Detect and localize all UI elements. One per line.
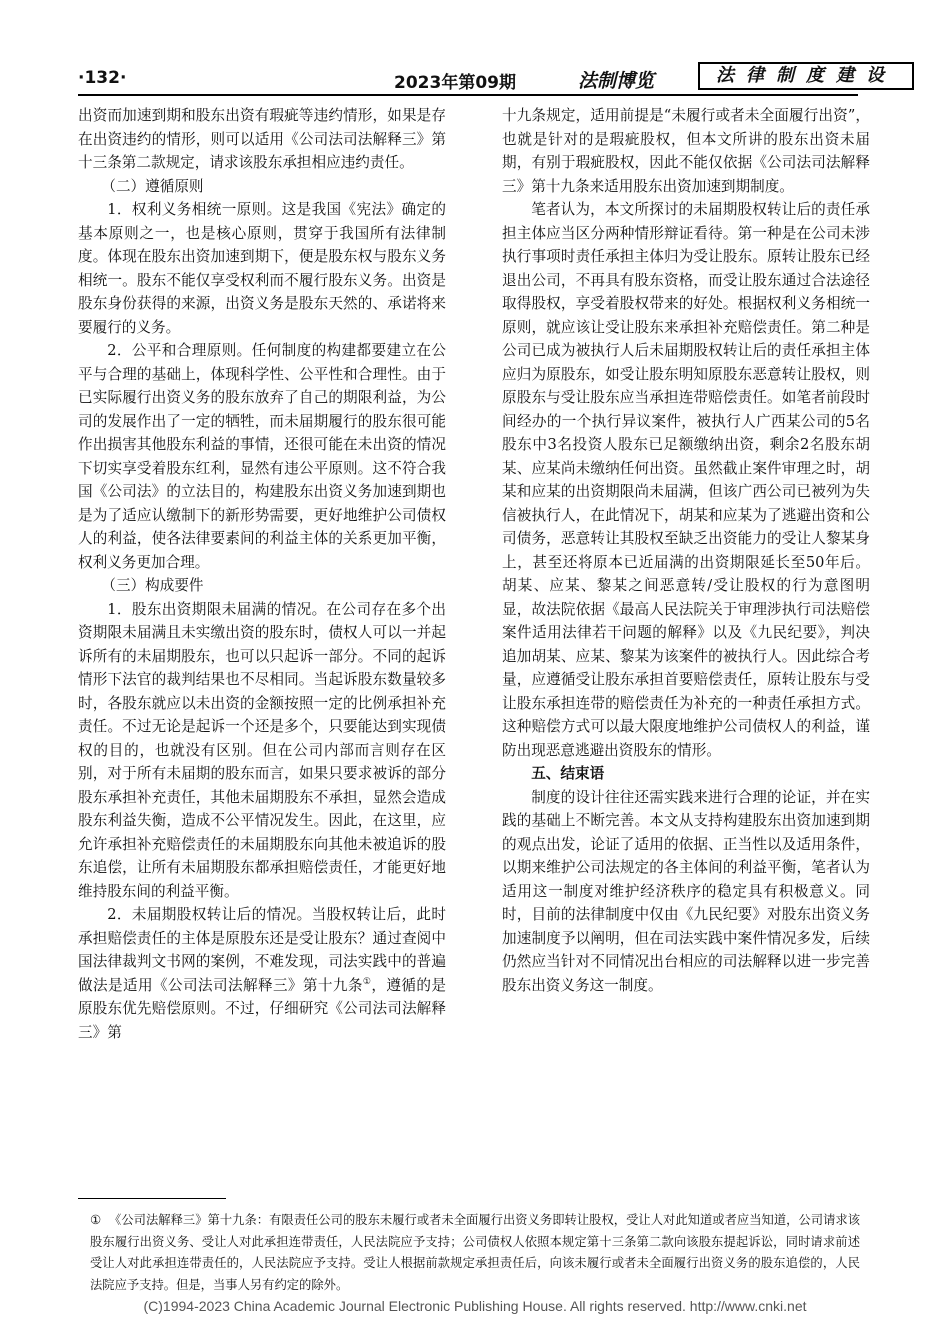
paragraph: 1．权利义务相统一原则。这是我国《宪法》确定的基本原则之一，也是核心原则，贯穿于我国所有法律制度。体现在股东出资加速到期下，便是股东权与股东义务相统一。股东不能仅享受权利而不履行股东义务。出资是股东身份获得的来源，出资义务是股东天然的、承诺将来要履行的义务。 [78,201,446,336]
footnote-text: 《公司法解释三》第十九条：有限责任公司的股东未履行或者未全面履行出资义务即转让股权，受让人对此知道或者应当知道，公司请求该股东履行出资义务、受让人对此承担连带责任，人民法院应予支持；公司债权人依照本规定第十三条第二款向该股东提起诉讼，同时请求前述受让人对此承担连带责任的，人民法院应予支持。受让人根据前款规定承担责任后，向该未履行或者未全面履行出资义务的股东追偿的，人民法院应予支持。但是，当事人另有约定的除外。 [90,1213,860,1292]
footnote-ref[interactable]: ① [362,976,372,987]
footnote [90,1210,860,1296]
issue-label: 2023年第09期 [394,73,516,93]
paragraph: 出资而加速到期和股东出资有瑕疵等违约情形，如果是存在出资违约的情形，则可以适用《公司法司法解释三》第十三条第二款规定，请求该股东承担相应违约责任。 [78,107,446,171]
paragraph: 2．公平和合理原则。任何制度的构建都要建立在公平与合理的基础上，体现科学性、公平性和合理性。由于已实际履行出资义务的股东放弃了自己的期限利益，为公司的发展作出了一定的牺牲，而未届期履行的股东很可能作出损害其他股东利益的事情，还很可能在未出资的情况下切实享受着股东红利，显然有违公平原则。这不符合我国《公司法》的立法目的，构建股东出资义务加速到期也是为了适应认缴制下的新形势需要，更好地维护公司债权人的利益，使各法律要素间的利益主体的关系更加平衡，权利义务更加合理。 [78,342,446,571]
footnote-mark: ① [90,1213,102,1227]
paragraph: 十九条规定，适用前提是“未履行或者未全面履行出资”，也就是针对的是瑕疵股权，但本文所讲的股东出资未届期，有别于瑕疵股权，因此不能仅依据《公司法司法解释三》第十九条来适用股东出资加速到期制度。 [502,107,870,195]
right-column [502,104,870,997]
paragraph [78,903,446,1044]
running-header [78,64,896,96]
footnote-divider [78,1198,226,1199]
paragraph-text: 2．未届期股权转让后的情况。当股权转让后，此时承担赔偿责任的主体是原股东还是受让股东？通过查阅中国法律裁判文书网的案例，不难发现，司法实践中的普遍做法是适用《公司法司法解释三》第十九条 [78,906,446,994]
column-title: 法律制度建设 [698,62,914,90]
paragraph: 1．股东出资期限未届满的情况。在公司存在多个出资期限未届满且未实缴出资的股东时，债权人可以一并起诉所有的未届期股东，也可以只起诉一部分。不同的起诉情形下法官的裁判结果也不尽相同。当起诉股东数量较多时，各股东就应以未出资的金额按照一定的比例承担补充责任。不过无论是起诉一个还是多个，只要能达到实现债权的目的，也就没有区别。但在公司内部而言则存在区别，对于所有未届期的股东而言，如果只要求被诉的部分股东承担补充责任，其他未届期股东不承担，显然会造成股东利益失衡，造成不公平情况发生。因此，在这里，应允许承担补充赔偿责任的未届期股东向其他未被追诉的股东追偿，让所有未届期股东都承担赔偿责任，才能更好地维持股东间的利益平衡。 [78,600,446,900]
left-column [78,104,446,1044]
page-number: ·132· [78,68,127,88]
section-heading: （三）构成要件 [101,577,204,594]
paragraph: 笔者认为，本文所探讨的未届期股权转让后的责任承担主体应当区分两种情形辩证看待。第一种是在公司未涉执行事项时责任承担主体归为受让股东。原转让股东已经退出公司，不再具有股东资格，而受让股东通过合法途径取得股权，享受着股权带来的好处。根据权利义务相统一原则，就应该让受让股东来承担补充赔偿责任。第二种是公司已成为被执行人后未届期股权转让后的责任承担主体应归为原股东，如受让股东明知原股东恶意转让股权，则原股东与受让股东应当承担连带赔偿责任。如笔者前段时间经办的一个执行异议案件，被执行人广西某公司的5名股东中3名投资人股东已足额缴纳出资，剩余2名股东胡某、应某尚未缴纳任何出资。虽然截止案件审理之时，胡某和应某的出资期限尚未届满，但该广西公司已被列为失信被执行人，在此情况下，胡某和应某为了逃避出资和公司债务，恶意转让其股权至缺乏出资能力的受让人黎某身上，甚至还将原本已近届满的出资期限延长至50年后。胡某、应某、黎某之间恶意转/受让股权的行为意图明显，故法院依据《最高人民法院关于审理涉执行司法赔偿案件适用法律若干问题的解释》以及《九民纪要》，判决追加胡某、应某、黎某为该案件的被执行人。因此综合考量，应遵循受让股东承担首要赔偿责任，原转让股东与受让股东承担连带的赔偿责任为补充的一种责任承担方式。这种赔偿方式可以最大限度地维护公司债权人的利益，谨防出现恶意逃避出资股东的情形。 [502,201,870,759]
copyright-notice: (C)1994-2023 China Academic Journal Electronic Publishing House. All rights reserved. http://www.cnki.net [143,1298,807,1314]
paragraph-text: ，遵循的是原股东优先赔偿原则。不过，仔细研究《公司法司法解释三》第 [78,976,446,1041]
magazine-title: 法制博览 [578,70,655,92]
section-heading: 五、结束语 [531,765,605,782]
section-heading: （二）遵循原则 [101,177,204,195]
paragraph: 制度的设计往往还需实践来进行合理的论证，并在实践的基础上不断完善。本文从支持构建股东出资加速到期的观点出发，论证了适用的依据、正当性以及适用条件，以期来维护公司法规定的各主体间的利益平衡，笔者认为适用这一制度对维护经济秩序的稳定具有积极意义。同时，目前的法律制度中仅由《九民纪要》对股东出资义务加速制度予以阐明，但在司法实践中案件情况多发，后续仍然应当针对不同情况出台相应的司法解释以进一步完善股东出资义务这一制度。 [502,788,870,994]
